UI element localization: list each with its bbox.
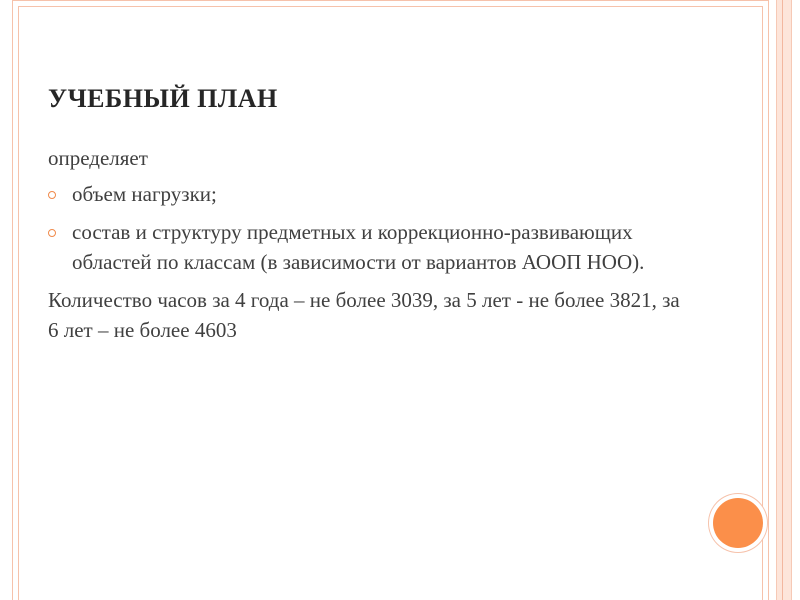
frame-top-inner-line [18,6,762,7]
summary-text: Количество часов за 4 года – не более 3039, за 5 лет - не более 3821, за 6 лет – не более 4603 [48,288,680,342]
frame-top-outer-line [12,0,768,1]
bullet-item [48,217,688,277]
frame-right-outer-line [768,0,769,600]
circle-bullet-icon [48,191,56,199]
side-band-center-line [782,0,783,600]
frame-left-outer-line [12,0,13,600]
bullet-list [48,179,688,277]
slide-body [48,143,688,345]
bullet-text: состав и структуру предметных и коррекционно-развивающих областей по классам (в зависимости от вариантов АООП НОО). [72,220,645,274]
orange-circle-decoration [713,498,763,548]
bullet-item [48,179,688,209]
frame-left-inner-line [18,6,19,600]
lead-text: определяет [48,146,148,170]
frame-right-inner-line [762,6,763,600]
slide-title: УЧЕБНЫЙ ПЛАН [48,84,278,113]
side-decorative-band [776,0,792,600]
circle-bullet-icon [48,229,56,237]
bullet-text: объем нагрузки; [72,182,217,206]
